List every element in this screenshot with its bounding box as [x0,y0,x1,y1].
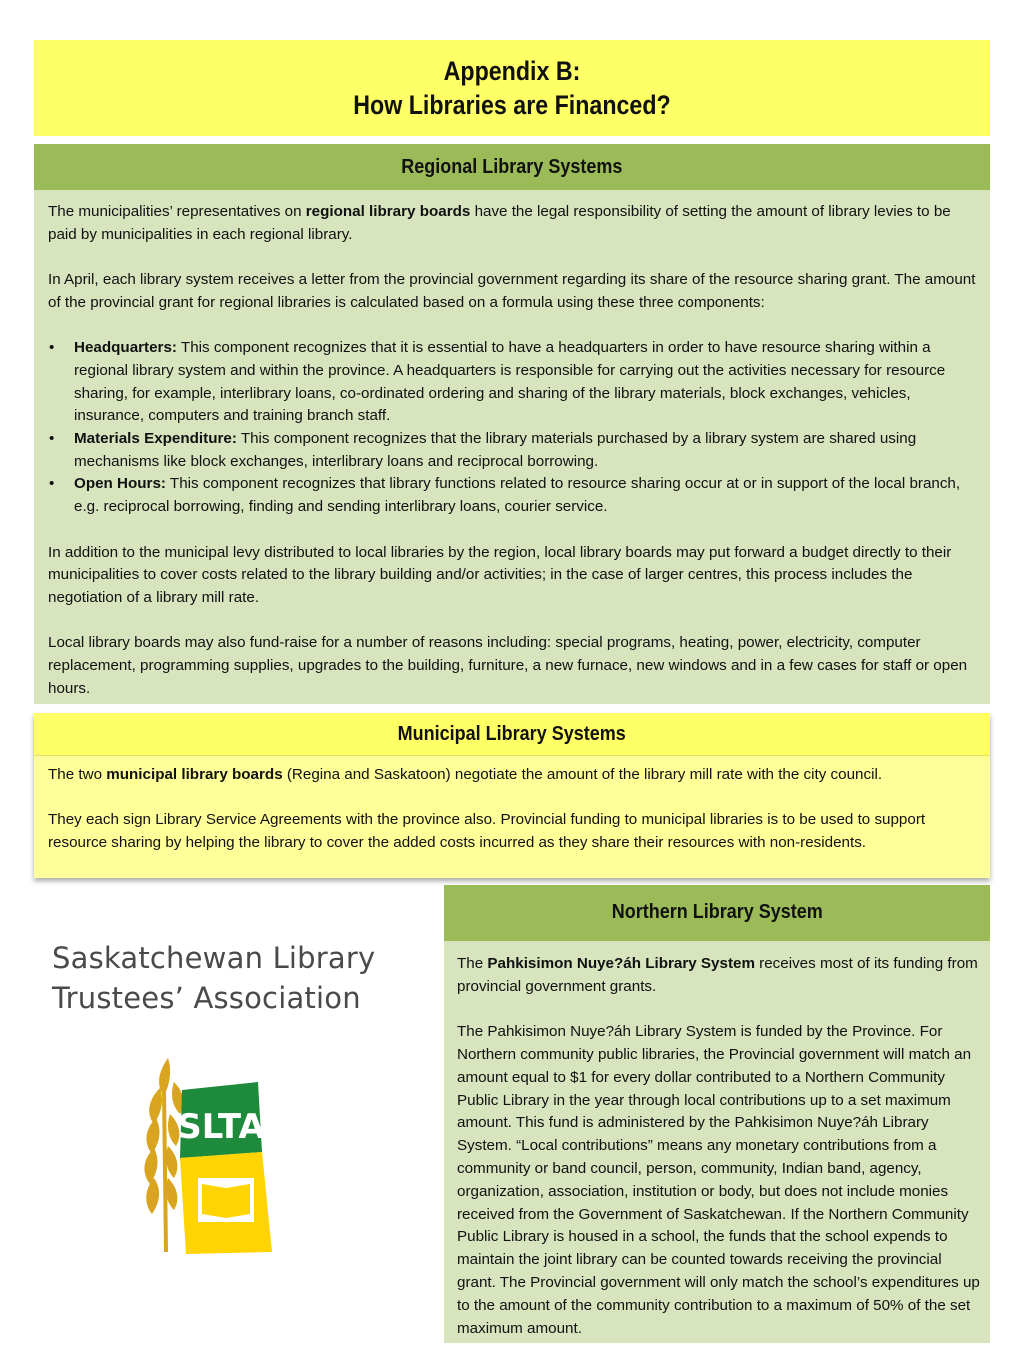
list-item: • Materials Expenditure: This component recognizes that the library materials purchased by a library system are shared using mechanisms like block exchanges, interlibrary loans and reciprocal borrowing. [49,430,917,470]
municipal-section-header [34,713,990,756]
page-title-box [34,40,990,136]
municipal-section [34,713,990,878]
northern-bold-term: Pahkisimon Nuye?áh Library System [487,955,755,972]
page-title-line2: How Libraries are Financed? [353,90,671,120]
page-title-line1: Appendix B: [443,56,581,86]
list-item: • Headquarters: This component recognizes that it is essential to have a headquarters in order to have resource sharing within a regional library system and within the province. A headquarters is responsible for carrying out the activities necessary for resource sharing, for example, interlibrary loans, co-ordinated ordering and sharing of the library materials, block exchanges, vehicles, insurance, computers and training branch staff. [49,339,946,425]
municipal-section-body [34,756,990,855]
municipal-paragraph-1: The two municipal library boards (Regina and Saskatoon) negotiate the amount of the library mill rate with the city council. [48,766,883,783]
northern-paragraph-2: The Pahkisimon Nuye?áh Library System is funded by the Province. For Northern community public libraries, the Provincial government will match an amount equal to $1 for every dollar contributed to a Northern Community Public Library in the year through local contributions up to a set maximum amount. This fund is administered by the Pahkisimon Nuye?áh Library System. “Local contributions” means any monetary contributions from a community or band council, person, community, Indian band, agency, organization, association, institution or body, but does not include monies received from the Government of Saskatchewan. If the Northern Community Public Library is housed in a school, the funds that the school expends to maintain the joint library can be counted towards receiving the provincial grant. The Provincial government will only match the school’s expenditures up to the amount of the community contribution to a maximum of 50% of the set maximum amount. [457,1023,980,1337]
components-list [48,337,978,519]
northern-paragraph-1: The Pahkisimon Nuye?áh Library System receives most of its funding from provincial government grants. [457,955,978,995]
municipal-paragraph-2: They each sign Library Service Agreements with the province also. Provincial funding to municipal libraries is to be used to support resource sharing by helping the library to cover the added costs incurred as they share their resources with non-residents. [48,811,926,852]
northern-section-title: Northern Library System [611,901,823,923]
northern-section-body [444,941,990,1343]
list-item: • Open Hours: This component recognizes that library functions related to resource sharing occur at or in support of the local branch, e.g. reciprocal borrowing, finding and sending interlibrary loans, courier service. [49,475,961,516]
regional-paragraph-2: In April, each library system receives a letter from the provincial government regarding its share of the resource sharing grant. The amount of the provincial grant for regional libraries is calculated based on a formula using these three components: [48,271,976,311]
regional-section-title: Regional Library Systems [401,156,623,178]
municipal-section-title: Municipal Library Systems [397,723,627,745]
regional-paragraph-1: The municipalities’ representatives on regional library boards have the legal responsibility of setting the amount of library levies to be paid by municipalities in each regional library. [48,203,951,243]
regional-bold-term: regional library boards [305,203,471,220]
slta-logo-icon [140,1052,280,1262]
municipal-bold-term: municipal library boards [106,766,283,783]
regional-paragraph-3: In addition to the municipal levy distributed to local libraries by the region, local library boards may put forward a budget directly to their municipalities to cover costs related to the library building and/or activities; in the case of larger centres, this process includes the negotiation of a library mill rate. [48,543,952,606]
svg-text:SLTA: SLTA [177,1107,265,1147]
slta-wordmark: Saskatchewan Library Trustees’ Association [52,941,376,1015]
regional-section-body [34,190,990,704]
regional-section-header [34,144,990,190]
northern-section-header [444,885,990,941]
regional-paragraph-4: Local library boards may also fund-raise for a number of reasons including: special programs, heating, power, electricity, computer replacement, programming supplies, upgrades to the building, furniture, a new furnace, new windows and in a few cases for staff or open hours. [48,634,968,697]
